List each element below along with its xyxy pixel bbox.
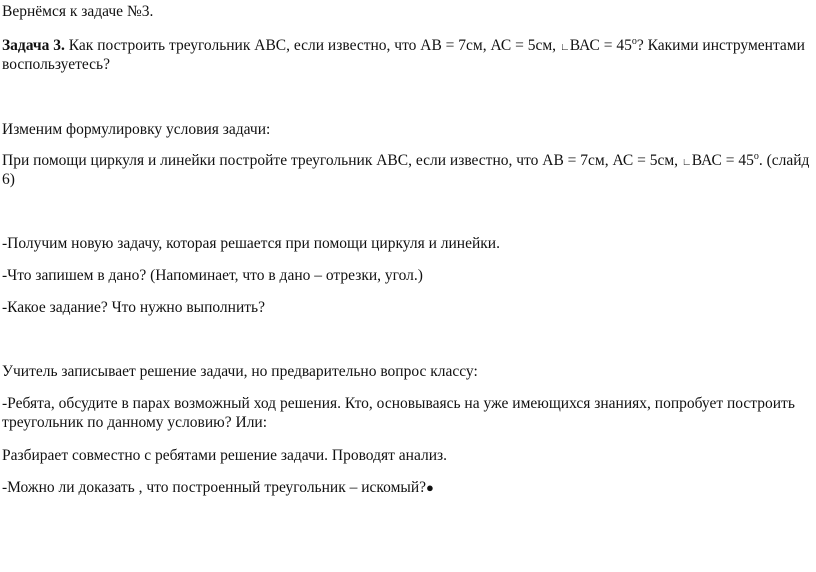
degree-sign: о [753, 150, 759, 162]
new-task-text-a: При помощи циркуля и линейки постройте треугольник АВС, если известно, что АВ = 7см, АС = 5см, [2, 152, 682, 169]
list-item: -Получим новую задачу, которая решается при помощи циркуля и линейки. [2, 235, 500, 252]
task-label: Задача 3. [2, 37, 65, 54]
new-task-line [2, 151, 809, 173]
reformulate-line: Изменим формулировку условия задачи: [2, 121, 271, 138]
task-text-b: ВАС = 45 [569, 37, 632, 54]
list-item-cont: треугольник по данному условию? Или: [2, 414, 268, 431]
final-question: -Можно ли доказать , что построенный треугольник – искомый? [2, 479, 427, 496]
list-item: -Ребята, обсудите в парах возможный ход решения. Кто, основываясь на уже имеющихся знаниях, попробует построить [2, 395, 795, 412]
new-task-text-b: ВАС = 45 [691, 152, 754, 169]
task-text-c: ? Какими инструментами [636, 37, 805, 54]
list-item: -Что запишем в дано? (Напоминает, что в дано – отрезки, угол.) [2, 267, 423, 284]
task-statement-cont: воспользуетесь? [2, 56, 110, 73]
angle-icon: ∟ [681, 157, 692, 168]
list-item [2, 478, 434, 498]
bullet-icon: ● [426, 480, 434, 495]
list-item: -Какое задание? Что нужно выполнить? [2, 299, 265, 316]
new-task-text-c: . (слайд [758, 152, 810, 169]
teacher-line: Учитель записывает решение задачи, но предварительно вопрос классу: [2, 363, 478, 380]
task-statement [2, 36, 805, 58]
new-task-line-cont: 6) [2, 171, 15, 188]
intro-line: Вернёмся к задаче №3. [2, 3, 154, 20]
angle-icon: ∟ [559, 42, 570, 53]
degree-sign: о [631, 35, 637, 47]
analysis-line: Разбирает совместно с ребятами решение задачи. Проводят анализ. [2, 447, 447, 464]
task-text-a: Как построить треугольник АВС, если известно, что АВ = 7см, АС = 5см, [64, 37, 560, 54]
